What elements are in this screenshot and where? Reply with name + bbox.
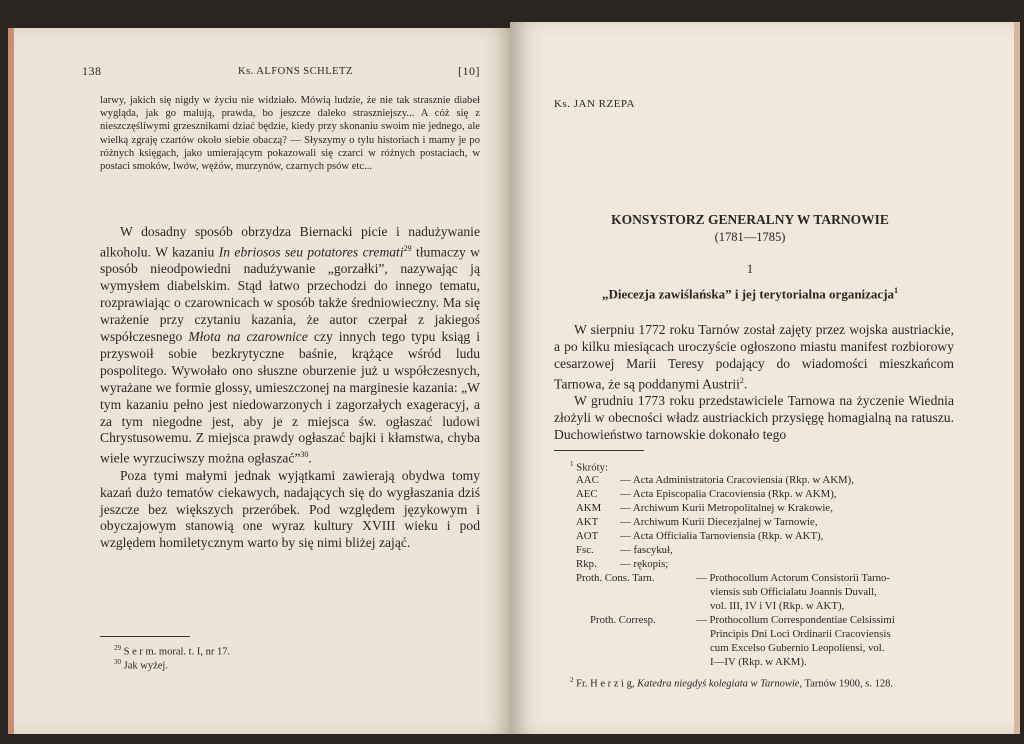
proth-corr-abbr: Proth. Corresp. xyxy=(590,614,656,626)
right-running-head: Ks. JAN RZEPA xyxy=(554,98,635,110)
proth-cons-line: — Prothocollum Actorum Consistorii Tarno- xyxy=(696,572,890,584)
left-page xyxy=(8,28,514,734)
right-page xyxy=(510,22,1018,734)
right-footnote-2: $^2$ Fr. H e r z i g, Katedra niegdyś kolegiata w Tarnowie, Tarnów 1900, s. 128. xyxy=(570,676,894,690)
chapter-title: „Diecezja zawiślańska” i jej terytorialna organizacja$^1$ xyxy=(601,286,899,302)
left-paragraph-2: Poza tymi małymi jednak wyjątkami zawierają obydwa tomy kazań dużo tematów ciekawych, nadających się do wygłaszania dziś jeszcze bez większych przeróbek. Pod względem językowym i obyczajowym stanowią one wyraz kultury XVIII wieku i pod względem homiletycznym warto by się nimi bliżej zająć. xyxy=(100,467,480,551)
proth-cons-line: vol. III, IV i VI (Rkp. w AKT), xyxy=(710,600,845,612)
proth-corr-line: Principis Dni Loci Ordinarii Cracoviensis xyxy=(710,628,891,640)
proth-corr-line: cum Excelso Gubernio Leopoliensi, vol. xyxy=(710,642,885,654)
article-years: (1781—1785) xyxy=(714,230,786,244)
left-page-number: 138 xyxy=(82,64,102,78)
left-body-text xyxy=(100,224,480,552)
right-paragraph-1: W sierpniu 1772 roku Tarnów został zajęty przez wojska austriackie, a po kilku miesiącach uroczyście ogłoszono miastu manifest rozbiorowy cesarzowej Marii Teresy podający do wiadomości mieszkańcom Tarnowa, że są poddanymi Austrii$^2$. xyxy=(554,322,954,392)
abbr-row: AAC — Acta Administratoria Cracoviensia (Rkp. w AKM), xyxy=(576,474,854,486)
footnote-1-label: $^1$ Skróty: xyxy=(570,460,608,474)
abbr-row: AEC — Acta Episcopalia Cracoviensia (Rkp. w AKM), xyxy=(576,488,837,500)
proth-corr-line: — Prothocollum Correspondentiae Celsissimi xyxy=(696,614,895,626)
abbr-row: AKM — Archiwum Kurii Metropolitalnej w Krakowie, xyxy=(576,502,833,514)
abbr-row: AOT — Acta Officialia Tarnoviensia (Rkp. w AKT), xyxy=(576,530,824,542)
proth-corr-line: I—IV (Rkp. w AKM). xyxy=(710,656,807,668)
left-footnote-29: $^{29}$ S e r m. moral. t. I, nr 17. xyxy=(114,644,231,658)
abbr-row: Fsc. — fascykuł, xyxy=(576,544,673,556)
left-footnote-rule xyxy=(100,636,190,637)
abbr-row: AKT — Archiwum Kurii Diecezjalnej w Tarnowie, xyxy=(576,516,818,528)
chapter-number: 1 xyxy=(746,262,754,276)
right-footnote-rule xyxy=(554,450,644,451)
left-section-number: [10] xyxy=(458,64,480,78)
left-running-head: Ks. ALFONS SCHLETZ xyxy=(238,66,353,77)
article-title: KONSYSTORZ GENERALNY W TARNOWIE xyxy=(611,212,889,227)
left-footnote-30: $^{30}$ Jak wyżej. xyxy=(114,658,168,672)
abbr-row: Rkp. — rękopis; xyxy=(576,558,669,570)
book-edge xyxy=(1014,22,1020,734)
proth-cons-line: viensis sub Officialatu Joannis Duvall, xyxy=(710,586,877,598)
right-paragraph-2: W grudniu 1773 roku przedstawiciele Tarnowa na życzenie Wiednia złożyli w obecności władz austriackich przysięgę homagialną na ratuszu. Duchowieństwo tarnowskie dokonało tego xyxy=(554,393,954,442)
intro-quote: larwy, jakich się nigdy w życiu nie widziało. Mówią ludzie, że nie tak strasznie diabeł wygląda, jak go malują, prawda, bo jeszcze daleko straszniejszy... A cóż się z nieszczęśliwymi grzesznikami dziać będzie, kiedy przy skonaniu swoim nie jednego, ale wielką zgraję czartów około siebie obaczą? — Słyszymy o tylu historiach i mamy je po różnych księgach, jako umierającym pokazowali się czarci w różnych postaciach, w postaci smoków, lwów, wężów, murzynów, czarnych psów etc... xyxy=(100,95,480,173)
left-paragraph-1: W dosadny sposób obrzydza Biernacki picie i nadużywanie alkoholu. W kazaniu In ebriosos seu potatores cremati$^{29}$ tłumaczy w sposób nieodpowiedni nadużywanie „gorzałki”, nazywając ją wymysłem diabelskim. Stąd łatwo przechodzi do innego tematu, rozprawiając o czarownicach w sposób także średniowieczny. Ma się wrażenie przy czytaniu kazania, że autor czerpał z jakiegoś współczesnego Młota na czarownice czy innych tego typu ksiąg i przyswoił sobie bezkrytyczne baśnie, krążące wśród ludu pospolitego. Wywołało ono słuszne oburzenie już u współczesnych, wyrażane we formie glossy, umieszczonej na marginesie kazania: „W tym kazaniu pełno jest niedowarzonych i zagorzałych exageracyj, a za tym niegodne jest, aby je z miejsca św. ogłaszać ludowi Chrystusowemu. Z miejsca prawdy ogłaszać bajki i kłamstwa, chyba wiele wyrzuciwszy można ogłaszać”$^{30}$. xyxy=(100,224,480,466)
proth-cons-abbr: Proth. Cons. Tarn. xyxy=(576,572,655,584)
right-body-text xyxy=(554,322,954,444)
